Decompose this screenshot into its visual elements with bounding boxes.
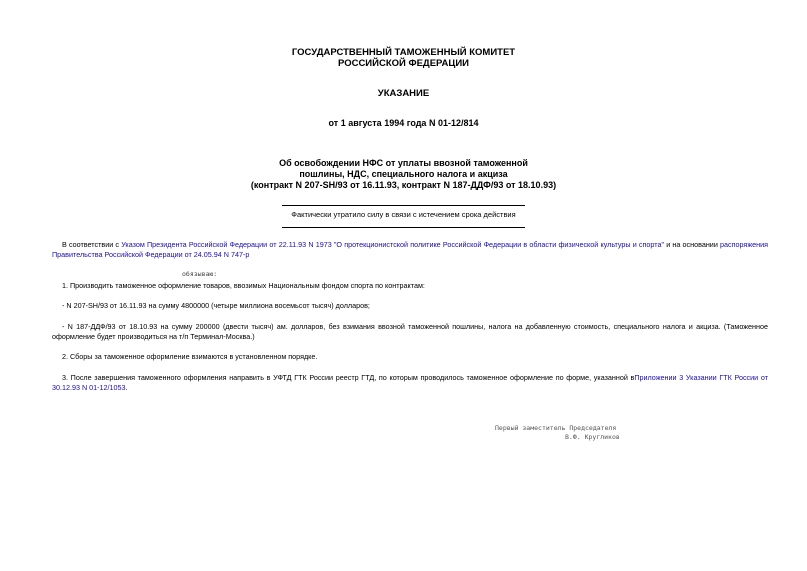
doc-date: от 1 августа 1994 года N 01-12/814 xyxy=(328,118,479,128)
preamble-prefix: В соответствии с xyxy=(62,240,122,249)
org-name-line1: ГОСУДАРСТВЕННЫЙ ТАМОЖЕННЫЙ КОМИТЕТ xyxy=(291,47,516,58)
item3-prefix: 3. После завершения таможенного оформления направить в УФТД ГТК России реестр ГТД, по которым проводилось таможенное оформление по форме, указанной в xyxy=(62,373,635,382)
paragraph-preamble xyxy=(52,240,768,260)
paragraph-item-1: 1. Производить таможенное оформление товаров, ввозимых Национальным фондом спорта по контрактам: xyxy=(62,281,425,290)
government-order-link[interactable]: распоряжения Правительства Российской Федерации от 24.05.94 N 747-р xyxy=(52,240,768,259)
signature-position: Первый заместитель Председателя xyxy=(495,424,617,432)
doc-type: УКАЗАНИЕ xyxy=(377,88,430,99)
doc-title-line2: пошлины, НДС, специального налога и акциза xyxy=(299,169,508,179)
paragraph-item-2: 2. Сборы за таможенное оформление взимаются в установленном порядке. xyxy=(62,352,318,361)
preamble-mid: и на основании xyxy=(664,240,721,249)
paragraph-contract-2: - N 187-ДДФ/93 от 18.10.93 на сумму 200000 (двести тысяч) ам. долларов, без взимания ввозной таможенной пошлины, налога на добавленную стоимость, специального налога и акциза. (Таможенное оформление будет производиться на т/п Терминал-Москва.) xyxy=(52,322,768,341)
status-top-rule xyxy=(282,205,525,206)
appendix-link[interactable]: Приложении 3 Указании ГТК России от 30.12.93 N 01-12/1053 xyxy=(52,373,768,392)
obyazyvayu-text: обязываю: xyxy=(182,270,218,278)
status-note: Фактически утратило силу в связи с истечением срока действия xyxy=(291,210,516,219)
doc-title-line1: Об освобождении НФС от уплаты ввозной таможенной xyxy=(279,158,528,168)
signature-name: В.Ф. Кругликов xyxy=(565,433,620,441)
item3-suffix: . xyxy=(125,383,128,392)
paragraph-contract-1: - N 207-SH/93 от 16.11.93 на сумму 4800000 (четыре миллиона восемьсот тысяч) долларов; xyxy=(62,301,370,310)
paragraph-item-3 xyxy=(52,373,768,393)
org-name-line2: РОССИЙСКОЙ ФЕДЕРАЦИИ xyxy=(337,58,469,69)
status-bottom-rule xyxy=(282,227,525,228)
decree-link[interactable]: Указом Президента Российской Федерации от 22.11.93 N 1973 "О протекционистской политике Российской Федерации в области физической культуры и спорта" xyxy=(121,240,665,249)
doc-title-line3: (контракт N 207-SH/93 от 16.11.93, контракт N 187-ДДФ/93 от 18.10.93) xyxy=(250,180,557,190)
